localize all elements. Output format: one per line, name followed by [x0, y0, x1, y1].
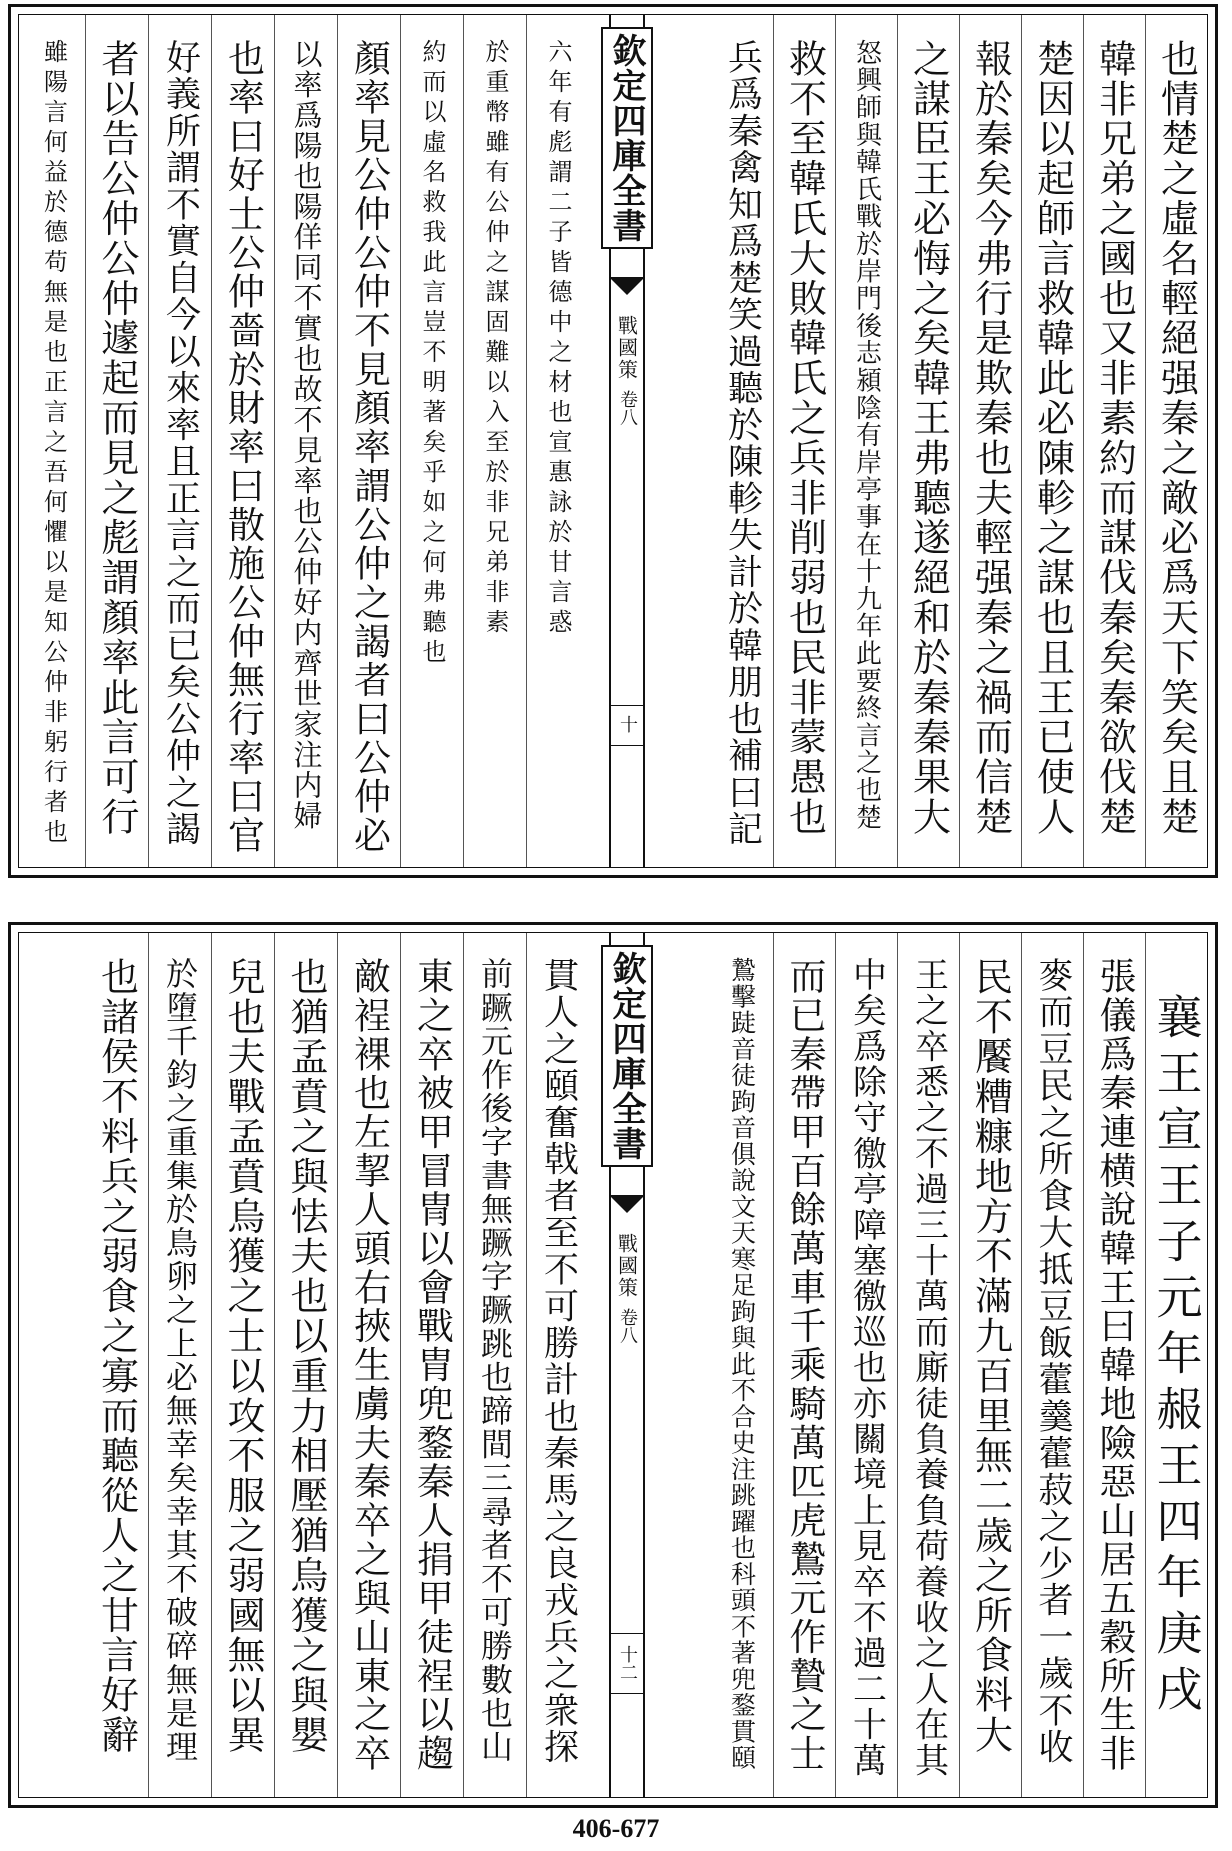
column-text: 貫人之頤奮戟者至不可勝計也秦馬之良戎兵之衆探 — [538, 957, 579, 1766]
page-2-frame — [18, 932, 1208, 1798]
column-text: 六年有彪謂二子皆德中之材也宣惠詠於甘言惑 — [544, 39, 572, 639]
page-1 — [8, 4, 1218, 878]
text-column — [85, 933, 148, 1797]
text-column — [773, 15, 835, 867]
column-text: 怒興師與韓氏戰於岸門後志潁陰有岸亭事在十九年此要終言之也楚 — [851, 39, 882, 831]
text-column — [1021, 15, 1083, 867]
fishtail-icon — [609, 277, 645, 295]
text-column — [22, 15, 85, 867]
text-column — [1021, 933, 1083, 1797]
column-text: 報於秦矣今弗行是欺秦也夫輕强秦之禍而信楚 — [968, 39, 1013, 837]
page-2-right-half — [607, 933, 1207, 1797]
page-1-frame — [18, 14, 1208, 868]
fishtail-icon — [609, 1195, 645, 1213]
text-column — [337, 933, 400, 1797]
text-column — [148, 933, 211, 1797]
text-column — [463, 933, 526, 1797]
column-text: 王之卒悉之不過三十萬而廝徒負養負荷養收之人在其 — [908, 957, 949, 1779]
center-fold-banxin — [606, 933, 646, 1797]
banxin-page-number: 十 — [617, 715, 638, 733]
text-column — [1083, 933, 1145, 1797]
column-text: 兵爲秦禽知爲楚笑過聽於陳軫失計於韓朋也補曰記 — [722, 39, 763, 848]
banxin-juan: 卷八 — [617, 1308, 638, 1344]
text-column — [526, 15, 589, 867]
text-column — [711, 933, 773, 1797]
banxin-title: 欽定四庫全書 — [601, 27, 653, 249]
column-text: 東之卒被甲冒冑以會戰胄兜鍪秦人捐甲徒裎以趨 — [410, 957, 454, 1773]
column-text: 於墮千鈞之重集於鳥卵之上必無幸矣幸其不破碎無是理 — [161, 957, 199, 1764]
text-column — [1083, 15, 1145, 867]
column-text: 也猶孟賁之與怯夫也以重力相壓猶烏獲之與嬰 — [284, 957, 328, 1755]
column-text: 於重幣雖有公仲之謀固難以入至於非兄弟非素 — [481, 39, 509, 639]
text-column — [711, 15, 773, 867]
column-text: 也率曰好士公仲嗇於財率曰散施公仲無行率曰官 — [221, 39, 265, 855]
text-column — [526, 933, 589, 1797]
banxin-page-number: 十二 — [617, 1645, 638, 1681]
banxin-juan: 卷八 — [617, 390, 638, 426]
page-1-left-half — [19, 15, 589, 867]
text-column — [85, 15, 148, 867]
column-text: 雖陽言何益於德苟無是也正言之吾何懼以是知公仲非躬行者也 — [39, 39, 68, 849]
banxin-rule — [611, 745, 643, 746]
banxin-rule — [611, 705, 643, 706]
column-text: 楚因以起師言救韓此必陳軫之謀也且王已使人 — [1030, 39, 1075, 837]
text-column — [773, 933, 835, 1797]
center-fold-banxin — [606, 15, 646, 867]
text-column — [400, 15, 463, 867]
text-column — [274, 933, 337, 1797]
column-text: 麥而豆民之所食大抵豆飯藿羹藿菽之少者一歲不收 — [1033, 957, 1073, 1766]
banxin-rule — [611, 1693, 643, 1694]
column-text: 韓非兄弟之國也又非素約而謀伐秦矣秦欲伐楚 — [1092, 39, 1137, 837]
column-text: 兒也夫戰孟賁烏獲之士以攻不服之弱國無以異 — [221, 957, 265, 1755]
text-column — [897, 933, 959, 1797]
column-text: 以率爲陽也陽佯同不實也故不見率也公仲好内齊世家注内婦 — [289, 39, 324, 831]
text-column — [1145, 933, 1207, 1797]
column-text: 也情楚之虛名輕絕强秦之敵必爲天下笑矣且楚 — [1154, 39, 1199, 837]
banxin-subtitle: 戰國策 — [614, 315, 639, 381]
column-text: 而已秦帶甲百餘萬車千乘騎萬匹虎鷙元作贄之士 — [783, 957, 826, 1773]
column-text: 者以告公仲公仲遽起而見之彪謂顏率此言可行 — [95, 39, 139, 837]
column-text: 民不饜糟糠地方不滿九百里無二歲之所食料大 — [968, 957, 1013, 1755]
column-text: 約而以虛名救我此言豈不明著矣乎如之何弗聽也 — [418, 39, 446, 669]
column-text: 張儀爲秦連横說韓王曰韓地險惡山居五穀所生非 — [1093, 957, 1136, 1773]
page-2 — [8, 922, 1218, 1808]
text-column — [274, 15, 337, 867]
text-column — [897, 15, 959, 867]
column-text: 顏率見公仲公仲不見顏率謂公仲之謁者曰公仲必 — [347, 39, 391, 855]
banxin-subtitle: 戰國策 — [614, 1233, 639, 1299]
banxin-rule — [611, 1633, 643, 1634]
page-1-right-half — [607, 15, 1207, 867]
text-column — [835, 15, 897, 867]
text-column — [1145, 15, 1207, 867]
column-text: 鷙擊跿音徒跔音俱說文天寒足跔與此不合史注跳躍也科頭不著兜鍪貫頤 — [727, 957, 757, 1771]
text-column — [835, 933, 897, 1797]
text-column — [337, 15, 400, 867]
column-text: 前蹶元作後字書無蹶字蹶跳也蹄間三尋者不可勝數也山 — [476, 957, 514, 1764]
text-column — [463, 15, 526, 867]
text-column — [211, 15, 274, 867]
text-column — [148, 15, 211, 867]
text-column — [959, 933, 1021, 1797]
column-text: 救不至韓氏大敗韓氏之兵非削弱也民非蒙愚也 — [782, 39, 827, 837]
text-column — [211, 933, 274, 1797]
column-text: 中矣爲除守徼亭障塞徼巡也亦關境上見卒不過二十萬 — [846, 957, 887, 1779]
column-text: 之謀臣王必悔之矣韓王弗聽遂絕和於秦秦果大 — [906, 39, 951, 837]
column-text: 也諸侯不料兵之弱食之寡而聽從人之甘言好辭 — [94, 957, 139, 1755]
column-text: 敵裎裸也左挈人頭右挾生虜夫秦卒之與山東之卒 — [347, 957, 391, 1773]
text-column — [400, 933, 463, 1797]
page-2-left-half — [19, 933, 589, 1797]
column-text: 好義所謂不實自今以來率且正言之而已矣公仲之謁 — [160, 39, 201, 848]
text-column — [959, 15, 1021, 867]
banxin-title: 欽定四庫全書 — [601, 945, 653, 1167]
footer-page-number: 406-677 — [572, 1814, 660, 1843]
section-heading: 襄王宣王子元年赧王四年庚戌 — [1149, 993, 1204, 1721]
